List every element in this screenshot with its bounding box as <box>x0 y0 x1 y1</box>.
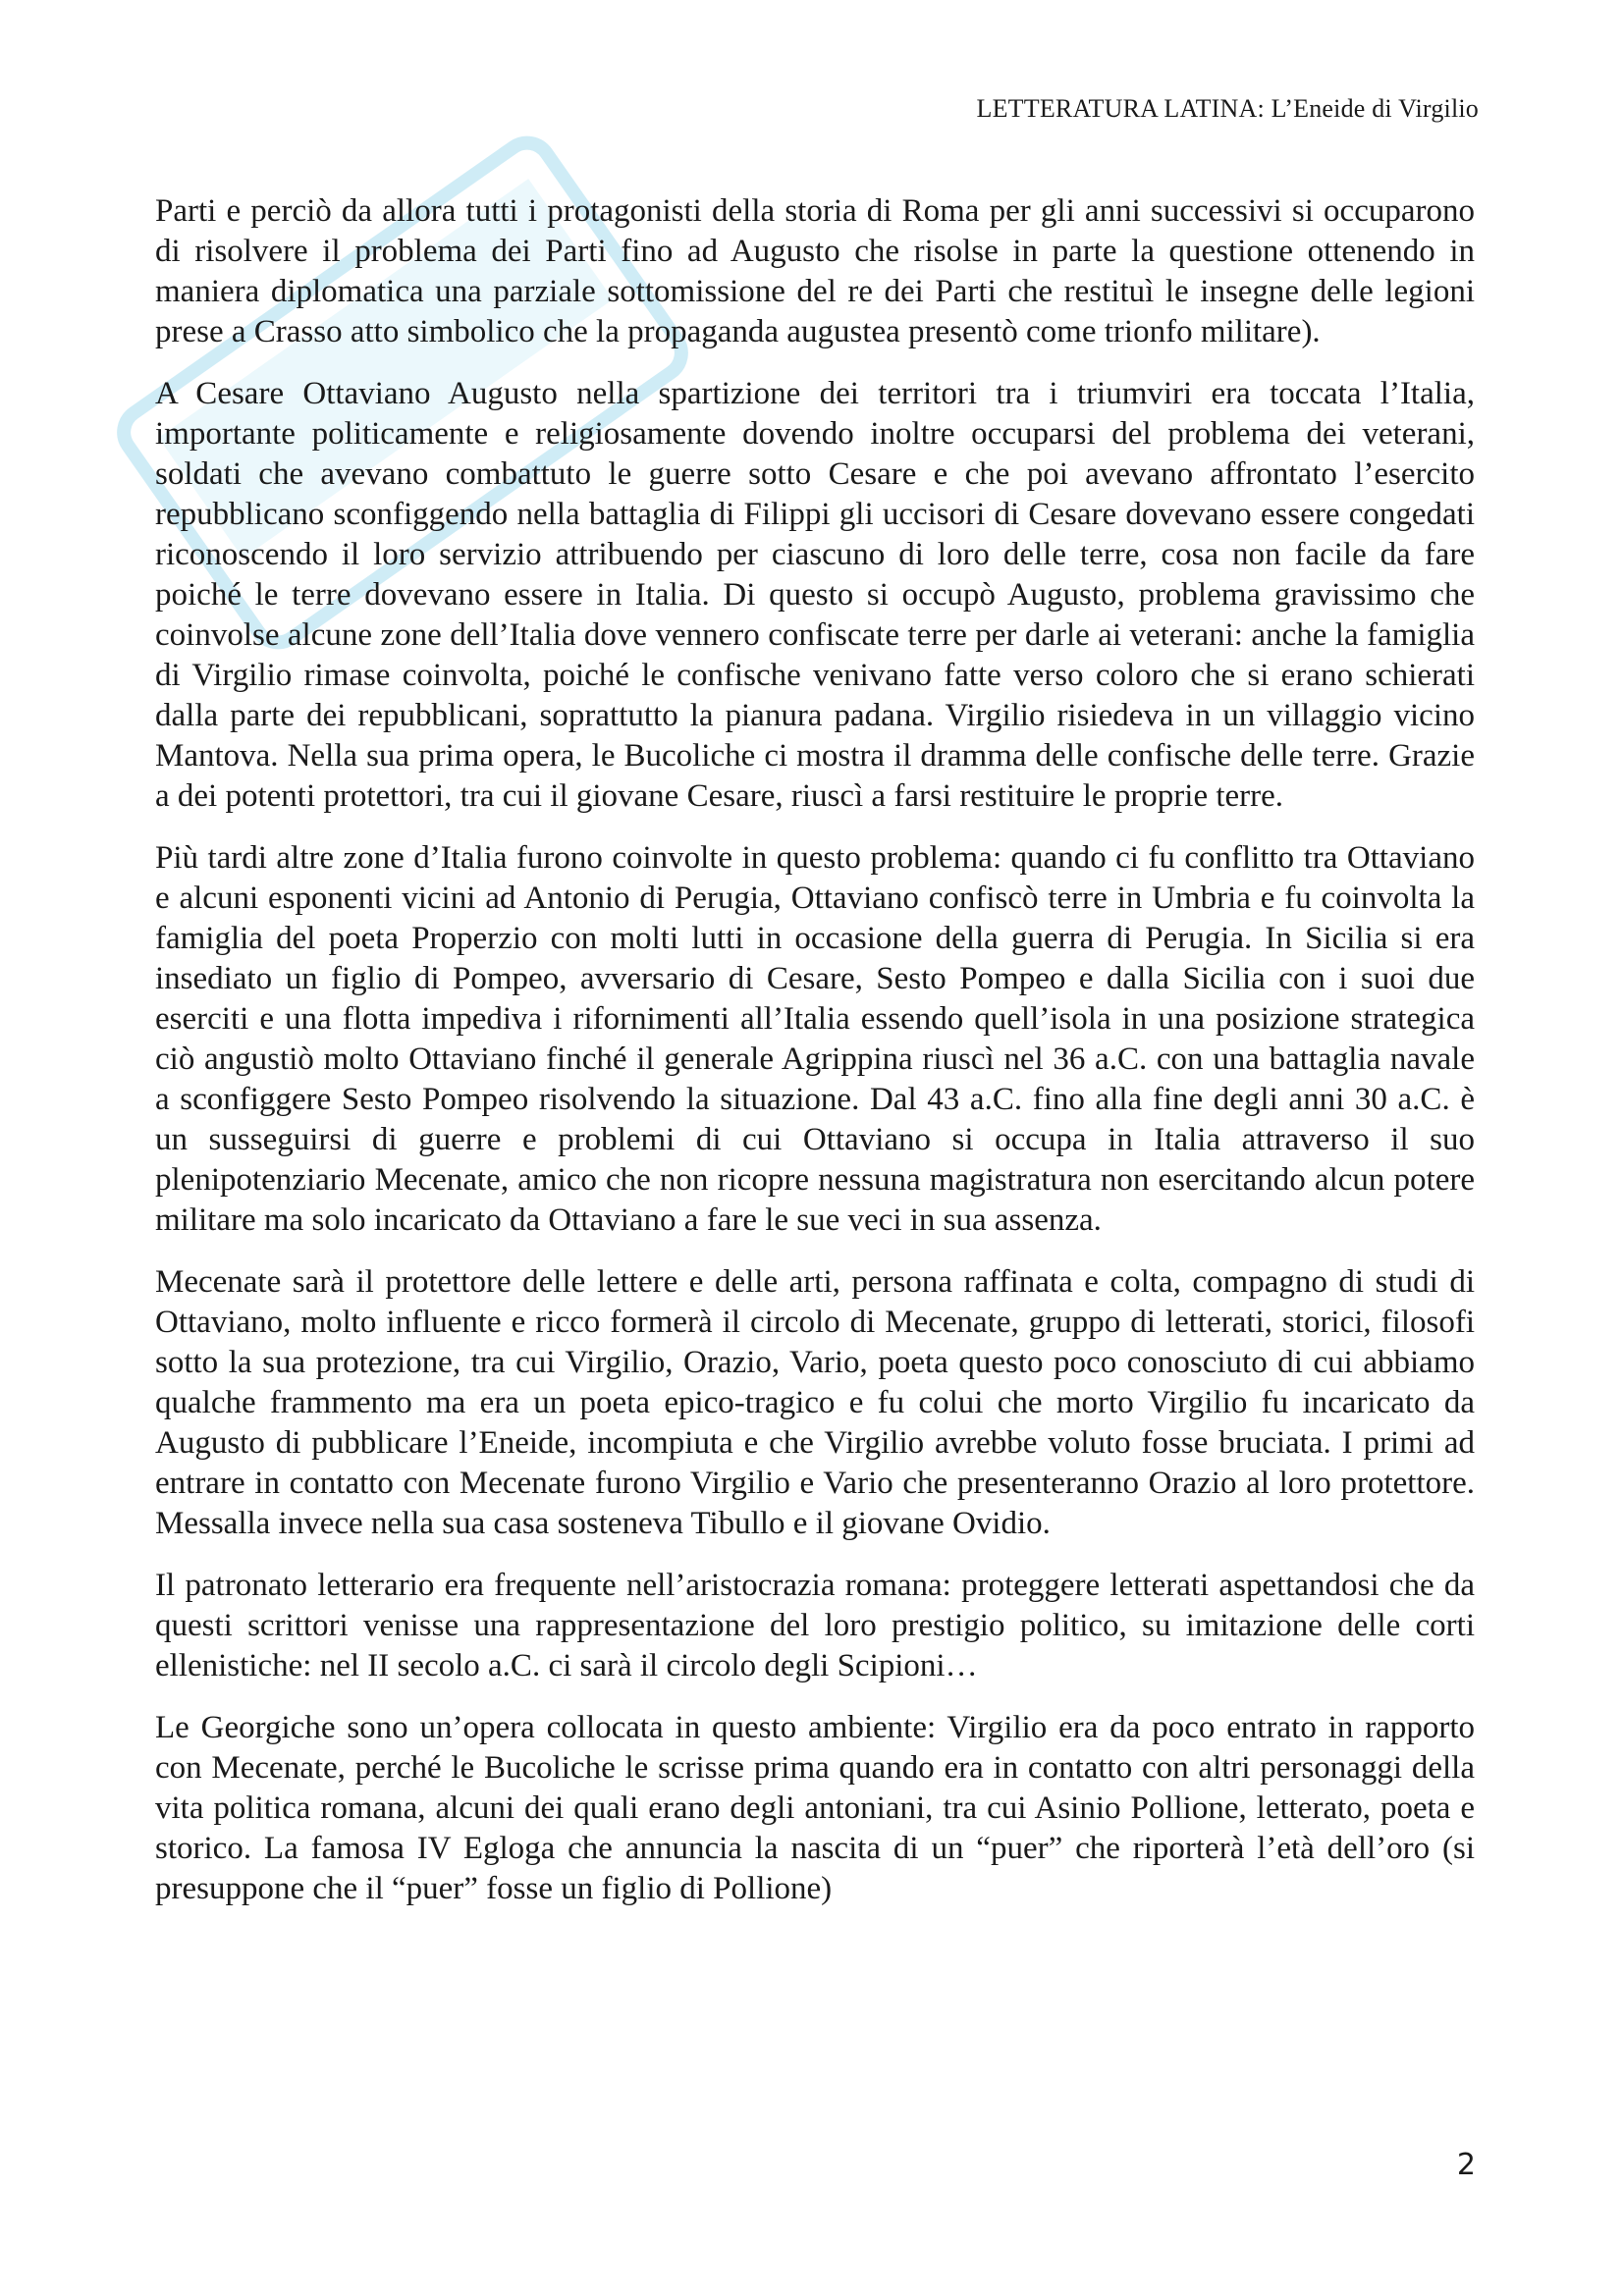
paragraph: Parti e perciò da allora tutti i protagonisti della storia di Roma per gli anni successivi si occuparono di risolvere il problema dei Parti fino ad Augusto che risolse in parte la questione ottenendo in maniera diplomatica una parziale sottomissione del re dei Parti che restituì le insegne delle legioni prese a Crasso atto simbolico che la propaganda augustea presentò come trionfo militare). <box>155 193 1475 349</box>
running-header: LETTERATURA LATINA: L’Eneide di Virgilio <box>976 94 1479 123</box>
paragraph: Mecenate sarà il protettore delle lettere e delle arti, persona raffinata e colta, compagno di studi di Ottaviano, molto influente e ricco formerà il circolo di Mecenate, gruppo di letterati, storici, filosofi sotto la sua protezione, tra cui Virgilio, Orazio, Vario, poeta questo poco conosciuto di cui abbiamo qualche frammento ma era un poeta epico-tragico e fu colui che morto Virgilio fu incaricato da Augusto di pubblicare l’Eneide, incompiuta e che Virgilio avrebbe voluto fosse bruciata. I primi ad entrare in contatto con Mecenate furono Virgilio e Vario che presenteranno Orazio al loro protettore. Messalla invece nella sua casa sosteneva Tibullo e il giovane Ovidio. <box>155 1264 1475 1541</box>
paragraph: Più tardi altre zone d’Italia furono coinvolte in questo problema: quando ci fu conflitto tra Ottaviano e alcuni esponenti vicini ad Antonio di Perugia, Ottaviano confiscò terre in Umbria e fu coinvolta la famiglia del poeta Properzio con molti lutti in occasione della guerra di Perugia. In Sicilia si era insediato un figlio di Pompeo, avversario di Cesare, Sesto Pompeo e dalla Sicilia con i suoi due eserciti e una flotta impediva i rifornimenti all’Italia essendo quell’isola in una posizione strategica ciò angustiò molto Ottaviano finché il generale Agrippina riuscì nel 36 a.C. con una battaglia navale a sconfiggere Sesto Pompeo risolvendo la situazione. Dal 43 a.C. fino alla fine degli anni 30 a.C. è un susseguirsi di guerre e problemi di cui Ottaviano si occupa in Italia attraverso il suo plenipotenziario Mecenate, amico che non ricopre nessuna magistratura non esercitando alcun potere militare ma solo incaricato da Ottaviano a fare le sue veci in sua assenza. <box>155 840 1475 1238</box>
paragraph: Le Georgiche sono un’opera collocata in questo ambiente: Virgilio era da poco entrato in rapporto con Mecenate, perché le Bucoliche le scrisse prima quando era in contatto con altri personaggi della vita politica romana, alcuni dei quali erano degli antoniani, tra cui Asinio Pollione, letterato, poeta e storico. La famosa IV Egloga che annuncia la nascita di un “puer” che riporterà l’età dell’oro (si presuppone che il “puer” fosse un figlio di Pollione) <box>155 1710 1475 1906</box>
body-text <box>155 191 1475 1931</box>
paragraph: A Cesare Ottaviano Augusto nella spartizione dei territori tra i triumviri era toccata l’Italia, importante politicamente e religiosamente dovendo inoltre occuparsi del problema dei veterani, soldati che avevano combattuto le guerre sotto Cesare e che poi avevano affrontato l’esercito repubblicano sconfiggendo nella battaglia di Filippi gli uccisori di Cesare dovevano essere congedati riconoscendo il loro servizio attribuendo per ciascuno di loro delle terre, cosa non facile da fare poiché le terre dovevano essere in Italia. Di questo si occupò Augusto, problema gravissimo che coinvolse alcune zone dell’Italia dove vennero confiscate terre per darle ai veterani: anche la famiglia di Virgilio rimase coinvolta, poiché le confische venivano fatte verso coloro che si erano schierati dalla parte dei repubblicani, soprattutto la pianura padana. Virgilio risiedeva in un villaggio vicino Mantova. Nella sua prima opera, le Bucoliche ci mostra il dramma delle confische delle terre. Grazie a dei potenti protettori, tra cui il giovane Cesare, riuscì a farsi restituire le proprie terre. <box>155 376 1475 814</box>
paragraph: Il patronato letterario era frequente nell’aristocrazia romana: proteggere letterati aspettandosi che da questi scrittori venisse una rappresentazione del loro prestigio politico, su imitazione delle corti ellenistiche: nel II secolo a.C. ci sarà il circolo degli Scipioni… <box>155 1568 1475 1683</box>
page-number: 2 <box>1456 2148 1476 2182</box>
